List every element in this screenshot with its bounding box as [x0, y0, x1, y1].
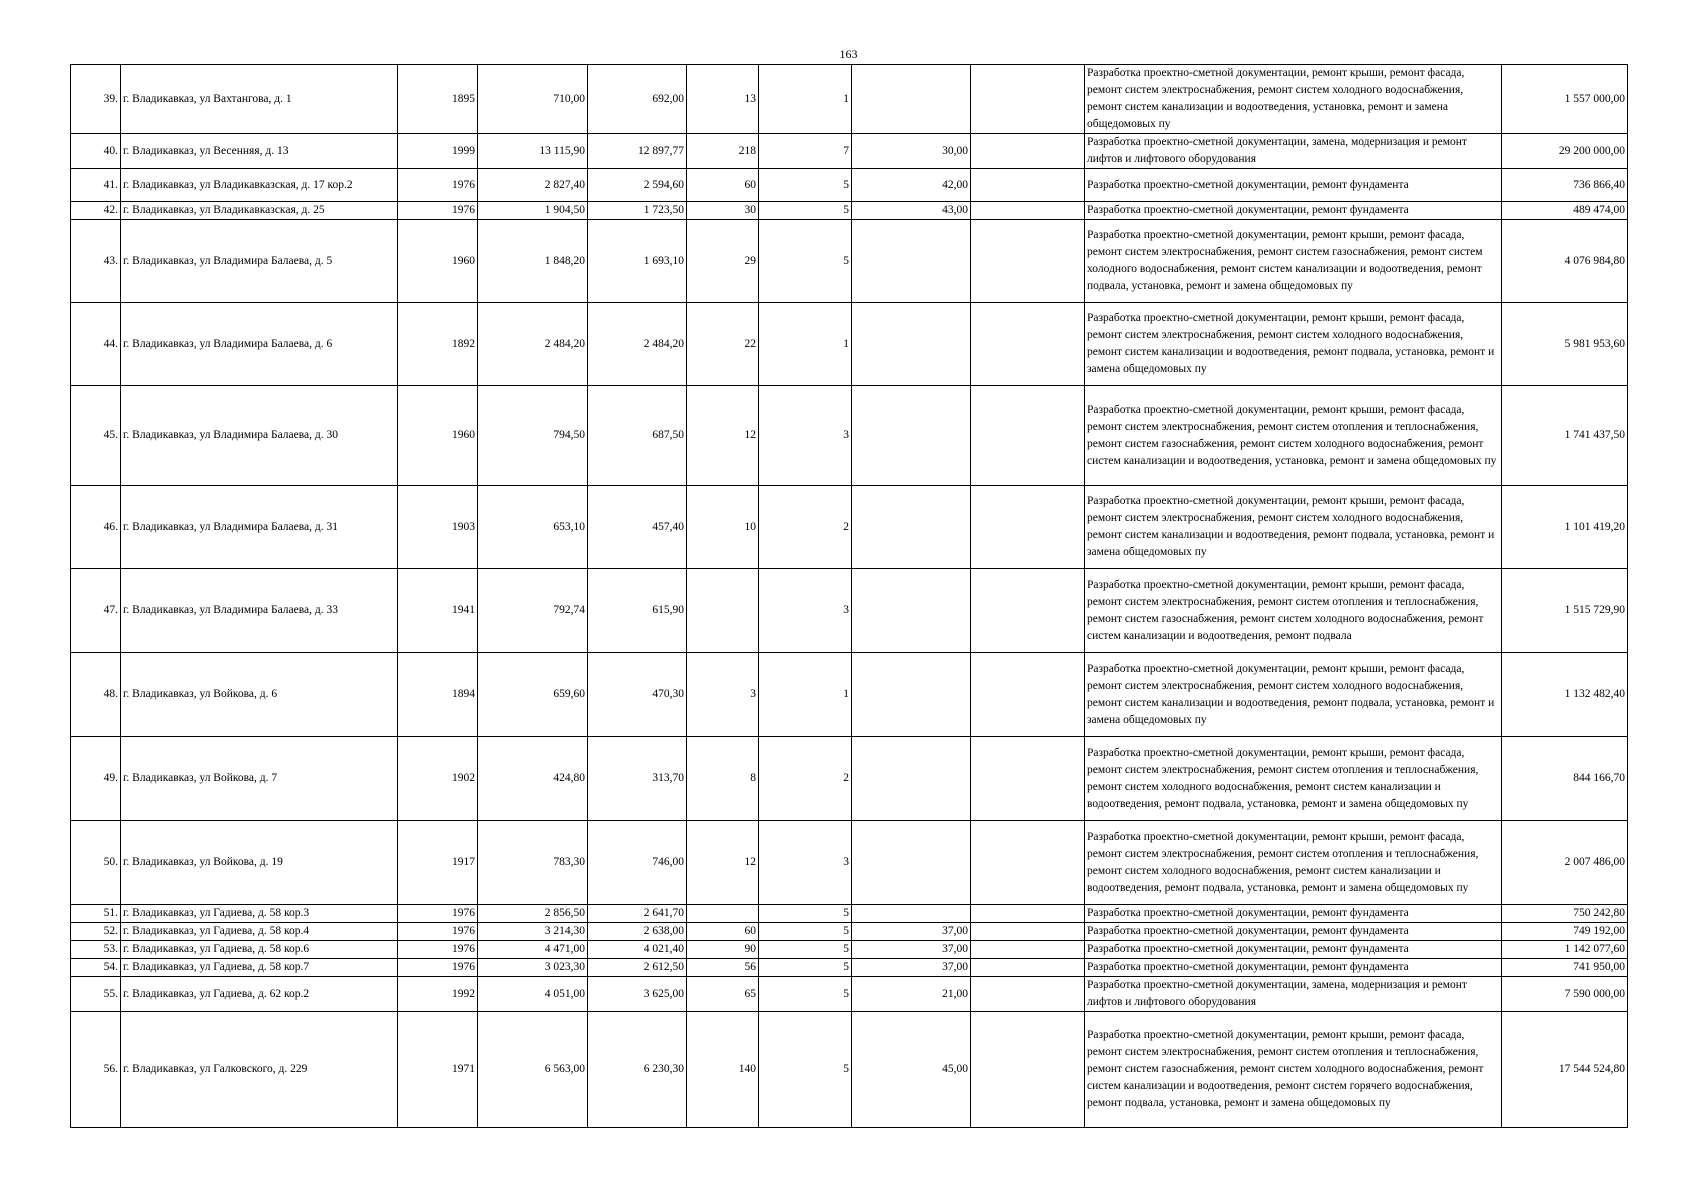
residents-cell: 60: [687, 169, 759, 202]
cost-cell: 736 866,40: [1502, 169, 1628, 202]
wear-percent-cell: [852, 653, 971, 737]
floors-cell: 5: [759, 977, 852, 1012]
year-cell: 1976: [398, 959, 478, 977]
row-number-cell: 44.: [71, 303, 121, 386]
housing-repair-table: [70, 64, 1628, 1128]
year-cell: 1992: [398, 977, 478, 1012]
table-row: [71, 303, 1628, 386]
address-cell: г. Владикавказ, ул Владимира Балаева, д. 5: [121, 220, 398, 303]
wear-percent-cell: [852, 486, 971, 569]
cost-cell: 7 590 000,00: [1502, 977, 1628, 1012]
works-description-cell: Разработка проектно-сметной документации, ремонт крыши, ремонт фасада, ремонт систем электроснабжения, ремонт систем холодного водоснабжения, ремонт систем канализации и водоотведения, ремонт подвала, установка, ремонт и замена общедомовых пу: [1085, 486, 1502, 569]
table-row: [71, 905, 1628, 923]
table-row: [71, 202, 1628, 220]
works-description-cell: Разработка проектно-сметной документации, ремонт крыши, ремонт фасада, ремонт систем электроснабжения, ремонт систем отопления и теплоснабжения, ремонт систем холодного водоснабжения, ремонт систем канализации и водоотведения, ремонт подвала, установка, ремонт и замена общедомовых пу: [1085, 821, 1502, 905]
living-area-cell: 2 641,70: [588, 905, 687, 923]
address-cell: г. Владикавказ, ул Галковского, д. 229: [121, 1012, 398, 1128]
works-description-cell: Разработка проектно-сметной документации, ремонт фундамента: [1085, 923, 1502, 941]
total-area-cell: 13 115,90: [478, 134, 588, 169]
cost-cell: 844 166,70: [1502, 737, 1628, 821]
works-description-cell: Разработка проектно-сметной документации, ремонт фундамента: [1085, 905, 1502, 923]
extra-cell: [971, 386, 1085, 486]
year-cell: 1976: [398, 923, 478, 941]
row-number-cell: 42.: [71, 202, 121, 220]
floors-cell: 5: [759, 202, 852, 220]
page-number: 163: [839, 47, 858, 61]
floors-cell: 5: [759, 959, 852, 977]
floors-cell: 1: [759, 653, 852, 737]
total-area-cell: 3 214,30: [478, 923, 588, 941]
cost-cell: 741 950,00: [1502, 959, 1628, 977]
address-cell: г. Владикавказ, ул Войкова, д. 19: [121, 821, 398, 905]
extra-cell: [971, 303, 1085, 386]
table-row: [71, 486, 1628, 569]
year-cell: 1895: [398, 65, 478, 134]
cost-cell: 4 076 984,80: [1502, 220, 1628, 303]
year-cell: 1903: [398, 486, 478, 569]
living-area-cell: 746,00: [588, 821, 687, 905]
floors-cell: 3: [759, 821, 852, 905]
cost-cell: 1 101 419,20: [1502, 486, 1628, 569]
year-cell: 1892: [398, 303, 478, 386]
residents-cell: 218: [687, 134, 759, 169]
works-description-cell: Разработка проектно-сметной документации, ремонт фундамента: [1085, 941, 1502, 959]
floors-cell: 5: [759, 941, 852, 959]
extra-cell: [971, 923, 1085, 941]
cost-cell: 17 544 524,80: [1502, 1012, 1628, 1128]
row-number-cell: 54.: [71, 959, 121, 977]
year-cell: 1976: [398, 941, 478, 959]
table-row: [71, 169, 1628, 202]
works-description-cell: Разработка проектно-сметной документации, ремонт фундамента: [1085, 959, 1502, 977]
wear-percent-cell: 45,00: [852, 1012, 971, 1128]
total-area-cell: 1 904,50: [478, 202, 588, 220]
address-cell: г. Владикавказ, ул Гадиева, д. 58 кор.4: [121, 923, 398, 941]
wear-percent-cell: [852, 737, 971, 821]
floors-cell: 2: [759, 486, 852, 569]
wear-percent-cell: 37,00: [852, 959, 971, 977]
living-area-cell: 2 612,50: [588, 959, 687, 977]
living-area-cell: 692,00: [588, 65, 687, 134]
address-cell: г. Владикавказ, ул Владикавказская, д. 17 кор.2: [121, 169, 398, 202]
works-description-cell: Разработка проектно-сметной документации, ремонт крыши, ремонт фасада, ремонт систем электроснабжения, ремонт систем холодного водоснабжения, ремонт систем канализации и водоотведения, ремонт подвала, установка, ремонт и замена общедомовых пу: [1085, 303, 1502, 386]
cost-cell: 29 200 000,00: [1502, 134, 1628, 169]
row-number-cell: 53.: [71, 941, 121, 959]
total-area-cell: 4 051,00: [478, 977, 588, 1012]
wear-percent-cell: 21,00: [852, 977, 971, 1012]
row-number-cell: 45.: [71, 386, 121, 486]
total-area-cell: 424,80: [478, 737, 588, 821]
wear-percent-cell: [852, 65, 971, 134]
address-cell: г. Владикавказ, ул Владимира Балаева, д. 6: [121, 303, 398, 386]
extra-cell: [971, 169, 1085, 202]
works-description-cell: Разработка проектно-сметной документации, ремонт крыши, ремонт фасада, ремонт систем электроснабжения, ремонт систем отопления и теплоснабжения, ремонт систем газоснабжения, ремонт систем холодного водоснабжения, ремонт систем канализации и водоотведения, ремонт подвала: [1085, 569, 1502, 653]
year-cell: 1894: [398, 653, 478, 737]
year-cell: 1960: [398, 386, 478, 486]
floors-cell: 5: [759, 220, 852, 303]
total-area-cell: 3 023,30: [478, 959, 588, 977]
residents-cell: 8: [687, 737, 759, 821]
living-area-cell: 687,50: [588, 386, 687, 486]
wear-percent-cell: 37,00: [852, 941, 971, 959]
residents-cell: 13: [687, 65, 759, 134]
address-cell: г. Владикавказ, ул Вахтангова, д. 1: [121, 65, 398, 134]
cost-cell: 1 515 729,90: [1502, 569, 1628, 653]
residents-cell: [687, 905, 759, 923]
extra-cell: [971, 959, 1085, 977]
residents-cell: 10: [687, 486, 759, 569]
cost-cell: 749 192,00: [1502, 923, 1628, 941]
cost-cell: 750 242,80: [1502, 905, 1628, 923]
living-area-cell: 457,40: [588, 486, 687, 569]
wear-percent-cell: [852, 905, 971, 923]
extra-cell: [971, 486, 1085, 569]
residents-cell: 22: [687, 303, 759, 386]
address-cell: г. Владикавказ, ул Владимира Балаева, д. 30: [121, 386, 398, 486]
extra-cell: [971, 905, 1085, 923]
row-number-cell: 47.: [71, 569, 121, 653]
year-cell: 1976: [398, 202, 478, 220]
works-description-cell: Разработка проектно-сметной документации, ремонт фундамента: [1085, 169, 1502, 202]
table-row: [71, 65, 1628, 134]
living-area-cell: 1 723,50: [588, 202, 687, 220]
address-cell: г. Владикавказ, ул Владимира Балаева, д. 33: [121, 569, 398, 653]
floors-cell: 3: [759, 386, 852, 486]
address-cell: г. Владикавказ, ул Гадиева, д. 62 кор.2: [121, 977, 398, 1012]
residents-cell: 3: [687, 653, 759, 737]
floors-cell: 1: [759, 303, 852, 386]
table-row: [71, 653, 1628, 737]
works-description-cell: Разработка проектно-сметной документации, ремонт крыши, ремонт фасада, ремонт систем электроснабжения, ремонт систем отопления и теплоснабжения, ремонт систем газоснабжения, ремонт систем холодного водоснабжения, ремонт систем канализации и водоотведения, ремонт систем горячего водоснабжения, ремонт подвала, установка, ремонт и замена общедомовых пу: [1085, 1012, 1502, 1128]
floors-cell: 2: [759, 737, 852, 821]
wear-percent-cell: [852, 569, 971, 653]
total-area-cell: 1 848,20: [478, 220, 588, 303]
table-row: [71, 569, 1628, 653]
works-description-cell: Разработка проектно-сметной документации, ремонт фундамента: [1085, 202, 1502, 220]
works-description-cell: Разработка проектно-сметной документации, ремонт крыши, ремонт фасада, ремонт систем электроснабжения, ремонт систем холодного водоснабжения, ремонт систем канализации и водоотведения, установка, ремонт и замена общедомовых пу: [1085, 65, 1502, 134]
residents-cell: 12: [687, 821, 759, 905]
table-row: [71, 941, 1628, 959]
address-cell: г. Владикавказ, ул Гадиева, д. 58 кор.6: [121, 941, 398, 959]
works-description-cell: Разработка проектно-сметной документации, замена, модернизация и ремонт лифтов и лифтового оборудования: [1085, 134, 1502, 169]
row-number-cell: 55.: [71, 977, 121, 1012]
extra-cell: [971, 1012, 1085, 1128]
address-cell: г. Владикавказ, ул Весенняя, д. 13: [121, 134, 398, 169]
table-row: [71, 977, 1628, 1012]
row-number-cell: 51.: [71, 905, 121, 923]
table-row: [71, 737, 1628, 821]
total-area-cell: 6 563,00: [478, 1012, 588, 1128]
extra-cell: [971, 941, 1085, 959]
works-description-cell: Разработка проектно-сметной документации, ремонт крыши, ремонт фасада, ремонт систем электроснабжения, ремонт систем отопления и теплоснабжения, ремонт систем холодного водоснабжения, ремонт систем канализации и водоотведения, ремонт подвала, установка, ремонт и замена общедомовых пу: [1085, 737, 1502, 821]
address-cell: г. Владикавказ, ул Владикавказская, д. 25: [121, 202, 398, 220]
wear-percent-cell: 30,00: [852, 134, 971, 169]
extra-cell: [971, 569, 1085, 653]
residents-cell: 140: [687, 1012, 759, 1128]
table-row: [71, 134, 1628, 169]
living-area-cell: 6 230,30: [588, 1012, 687, 1128]
living-area-cell: 470,30: [588, 653, 687, 737]
cost-cell: 1 557 000,00: [1502, 65, 1628, 134]
wear-percent-cell: [852, 303, 971, 386]
total-area-cell: 2 484,20: [478, 303, 588, 386]
living-area-cell: 1 693,10: [588, 220, 687, 303]
works-description-cell: Разработка проектно-сметной документации, ремонт крыши, ремонт фасада, ремонт систем электроснабжения, ремонт систем холодного водоснабжения, ремонт систем канализации и водоотведения, ремонт подвала, установка, ремонт и замена общедомовых пу: [1085, 653, 1502, 737]
works-description-cell: Разработка проектно-сметной документации, ремонт крыши, ремонт фасада, ремонт систем электроснабжения, ремонт систем отопления и теплоснабжения, ремонт систем газоснабжения, ремонт систем холодного водоснабжения, ремонт систем канализации и водоотведения, установка, ремонт и замена общедомовых пу: [1085, 386, 1502, 486]
extra-cell: [971, 977, 1085, 1012]
year-cell: 1971: [398, 1012, 478, 1128]
floors-cell: 3: [759, 569, 852, 653]
floors-cell: 5: [759, 905, 852, 923]
residents-cell: 12: [687, 386, 759, 486]
wear-percent-cell: [852, 821, 971, 905]
address-cell: г. Владикавказ, ул Гадиева, д. 58 кор.3: [121, 905, 398, 923]
row-number-cell: 46.: [71, 486, 121, 569]
row-number-cell: 40.: [71, 134, 121, 169]
extra-cell: [971, 220, 1085, 303]
residents-cell: [687, 569, 759, 653]
total-area-cell: 794,50: [478, 386, 588, 486]
wear-percent-cell: 42,00: [852, 169, 971, 202]
floors-cell: 5: [759, 169, 852, 202]
row-number-cell: 52.: [71, 923, 121, 941]
extra-cell: [971, 821, 1085, 905]
cost-cell: 1 132 482,40: [1502, 653, 1628, 737]
row-number-cell: 41.: [71, 169, 121, 202]
extra-cell: [971, 202, 1085, 220]
year-cell: 1976: [398, 169, 478, 202]
table-row: [71, 959, 1628, 977]
floors-cell: 7: [759, 134, 852, 169]
total-area-cell: 653,10: [478, 486, 588, 569]
year-cell: 1976: [398, 905, 478, 923]
year-cell: 1999: [398, 134, 478, 169]
extra-cell: [971, 653, 1085, 737]
total-area-cell: 710,00: [478, 65, 588, 134]
table-row: [71, 923, 1628, 941]
total-area-cell: 2 827,40: [478, 169, 588, 202]
residents-cell: 29: [687, 220, 759, 303]
total-area-cell: 4 471,00: [478, 941, 588, 959]
wear-percent-cell: [852, 386, 971, 486]
year-cell: 1941: [398, 569, 478, 653]
row-number-cell: 49.: [71, 737, 121, 821]
residents-cell: 30: [687, 202, 759, 220]
year-cell: 1917: [398, 821, 478, 905]
living-area-cell: 2 594,60: [588, 169, 687, 202]
living-area-cell: 4 021,40: [588, 941, 687, 959]
address-cell: г. Владикавказ, ул Гадиева, д. 58 кор.7: [121, 959, 398, 977]
cost-cell: 1 741 437,50: [1502, 386, 1628, 486]
wear-percent-cell: [852, 220, 971, 303]
residents-cell: 60: [687, 923, 759, 941]
extra-cell: [971, 65, 1085, 134]
address-cell: г. Владикавказ, ул Войкова, д. 6: [121, 653, 398, 737]
row-number-cell: 43.: [71, 220, 121, 303]
address-cell: г. Владикавказ, ул Владимира Балаева, д. 31: [121, 486, 398, 569]
row-number-cell: 39.: [71, 65, 121, 134]
living-area-cell: 12 897,77: [588, 134, 687, 169]
extra-cell: [971, 737, 1085, 821]
residents-cell: 90: [687, 941, 759, 959]
table-row: [71, 1012, 1628, 1128]
cost-cell: 2 007 486,00: [1502, 821, 1628, 905]
floors-cell: 5: [759, 923, 852, 941]
row-number-cell: 50.: [71, 821, 121, 905]
living-area-cell: 3 625,00: [588, 977, 687, 1012]
living-area-cell: 313,70: [588, 737, 687, 821]
floors-cell: 1: [759, 65, 852, 134]
cost-cell: 5 981 953,60: [1502, 303, 1628, 386]
row-number-cell: 56.: [71, 1012, 121, 1128]
total-area-cell: 2 856,50: [478, 905, 588, 923]
works-description-cell: Разработка проектно-сметной документации, ремонт крыши, ремонт фасада, ремонт систем электроснабжения, ремонт систем газоснабжения, ремонт систем холодного водоснабжения, ремонт систем канализации и водоотведения, ремонт подвала, установка, ремонт и замена общедомовых пу: [1085, 220, 1502, 303]
cost-cell: 1 142 077,60: [1502, 941, 1628, 959]
wear-percent-cell: 37,00: [852, 923, 971, 941]
living-area-cell: 2 484,20: [588, 303, 687, 386]
floors-cell: 5: [759, 1012, 852, 1128]
total-area-cell: 792,74: [478, 569, 588, 653]
table-row: [71, 386, 1628, 486]
wear-percent-cell: 43,00: [852, 202, 971, 220]
living-area-cell: 2 638,00: [588, 923, 687, 941]
table-row: [71, 220, 1628, 303]
extra-cell: [971, 134, 1085, 169]
residents-cell: 65: [687, 977, 759, 1012]
cost-cell: 489 474,00: [1502, 202, 1628, 220]
residents-cell: 56: [687, 959, 759, 977]
row-number-cell: 48.: [71, 653, 121, 737]
address-cell: г. Владикавказ, ул Войкова, д. 7: [121, 737, 398, 821]
year-cell: 1902: [398, 737, 478, 821]
total-area-cell: 783,30: [478, 821, 588, 905]
table-row: [71, 821, 1628, 905]
works-description-cell: Разработка проектно-сметной документации, замена, модернизация и ремонт лифтов и лифтового оборудования: [1085, 977, 1502, 1012]
year-cell: 1960: [398, 220, 478, 303]
total-area-cell: 659,60: [478, 653, 588, 737]
living-area-cell: 615,90: [588, 569, 687, 653]
